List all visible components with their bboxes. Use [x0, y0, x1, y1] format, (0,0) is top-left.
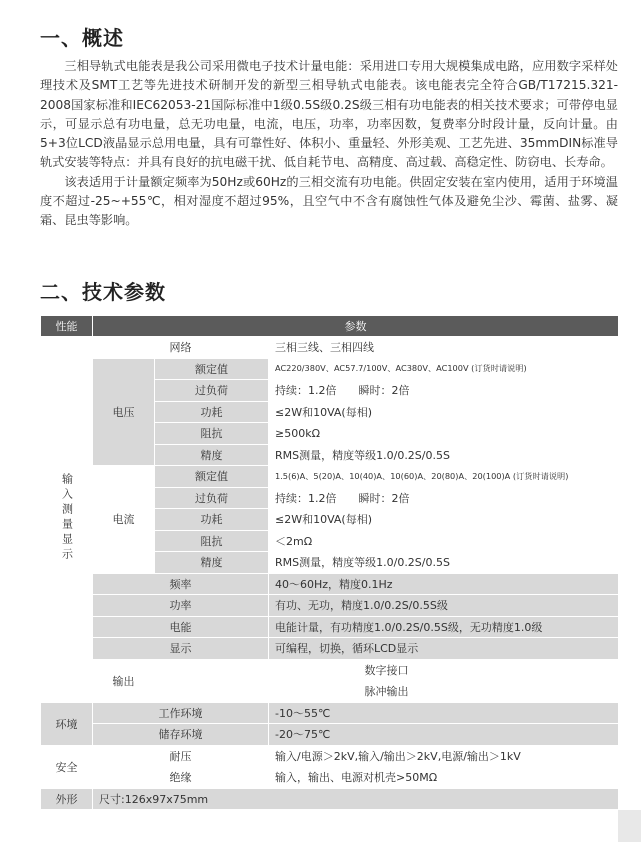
table-row: [41, 767, 619, 789]
group-input-measure-display: 输入测量显示: [41, 337, 93, 703]
current-rated-value: 1.5(6)A、5(20)A、10(40)A、10(60)A、20(80)A、20(100)A (订货时请说明): [269, 466, 619, 488]
current-impedance-label: 阻抗: [155, 530, 269, 552]
network-value: 三相三线、三相四线: [269, 337, 619, 359]
header-performance: 性能: [41, 316, 93, 337]
energy-label: 电能: [93, 616, 269, 638]
spec-table: [40, 315, 619, 810]
shape-label: 外形: [41, 788, 93, 810]
current-overload-value: 持续：1.2倍 瞬时：2倍: [269, 487, 619, 509]
table-row: [41, 724, 619, 746]
table-header-row: [41, 316, 619, 337]
voltage-overload-label: 过负荷: [155, 380, 269, 402]
insulation-value: 输入，输出、电源对机壳>50MΩ: [269, 767, 619, 789]
pulse-output-label: 脉冲输出: [155, 681, 619, 703]
table-row: [41, 616, 619, 638]
section-2-title: 二、技术参数: [40, 280, 166, 304]
table-row: [41, 745, 619, 767]
table-row: [41, 358, 619, 380]
power-value: 有功、无功，精度1.0/0.2S/0.5S级: [269, 595, 619, 617]
digital-interface-label: 数字接口: [155, 659, 619, 681]
voltage-overload-value: 持续：1.2倍 瞬时：2倍: [269, 380, 619, 402]
current-overload-label: 过负荷: [155, 487, 269, 509]
working-env-value: -10～55℃: [269, 702, 619, 724]
current-rated-label: 额定值: [155, 466, 269, 488]
page-corner-shade: [618, 810, 641, 842]
shape-value: 尺寸:126x97x75mm: [93, 788, 619, 810]
voltage-accuracy-value: RMS测量，精度等级1.0/0.2S/0.5S: [269, 444, 619, 466]
withstand-voltage-value: 输入/电源＞2kV,输入/输出＞2kV,电源/输出＞1kV: [269, 745, 619, 767]
frequency-label: 频率: [93, 573, 269, 595]
voltage-impedance-value: ≥500kΩ: [269, 423, 619, 445]
voltage-rated-label: 额定值: [155, 358, 269, 380]
voltage-power-label: 功耗: [155, 401, 269, 423]
overview-text: [40, 57, 618, 231]
storage-env-value: -20～75℃: [269, 724, 619, 746]
header-parameter: 参数: [93, 316, 619, 337]
table-row: [41, 595, 619, 617]
overview-paragraph-2: 该表适用于计量额定频率为50Hz或60Hz的三相交流有功电能。供固定安装在室内使用，适用于环境温度不超过-25~+55℃，相对湿度不超过95%，且空气中不含有腐蚀性气体及避免尘沙、霉菌、盐雾、凝霜、昆虫等影响。: [40, 174, 618, 228]
table-row: [41, 702, 619, 724]
insulation-label: 绝缘: [93, 767, 269, 789]
table-row: [41, 638, 619, 660]
voltage-group-label: 电压: [93, 358, 155, 466]
display-value: 可编程，切换，循环LCD显示: [269, 638, 619, 660]
withstand-voltage-label: 耐压: [93, 745, 269, 767]
voltage-accuracy-label: 精度: [155, 444, 269, 466]
voltage-power-value: ≤2W和10VA(每相): [269, 401, 619, 423]
working-env-label: 工作环境: [93, 702, 269, 724]
current-power-value: ≤2W和10VA(每相): [269, 509, 619, 531]
table-row: [41, 573, 619, 595]
storage-env-label: 储存环境: [93, 724, 269, 746]
voltage-impedance-label: 阻抗: [155, 423, 269, 445]
display-label: 显示: [93, 638, 269, 660]
current-accuracy-value: RMS测量，精度等级1.0/0.2S/0.5S: [269, 552, 619, 574]
section-1-title: 一、概述: [40, 26, 124, 50]
environment-group-label: 环境: [41, 702, 93, 745]
table-row: [41, 788, 619, 810]
frequency-value: 40～60Hz，精度0.1Hz: [269, 573, 619, 595]
table-row: [41, 337, 619, 359]
overview-paragraph-1: 三相导轨式电能表是我公司采用微电子技术计量电能：采用进口专用大规模集成电路，应用数字采样处理技术及SMT工艺等先进技术研制开发的新型三相导轨式电能表。该电能表完全符合GB/T17215.321-2008国家标准和IEC62053-21国际标准中1级0.5S级0.2S级三相有功电能表的相关技术要求；可带停电显示，可显示总有功电量，总无功电量，电流，电压，功率，功率因数，复费率分时段计量，反向计量。由5+3位LCD液晶显示总用电量，具有可靠性好、体积小、重量轻、外形美观、工艺先进、35mmDIN标准导轨式安装等特点：并具有良好的抗电磁干扰、低自耗节电、高精度、高过载、高稳定性、防窃电、长寿命。: [40, 59, 618, 170]
current-accuracy-label: 精度: [155, 552, 269, 574]
voltage-rated-value: AC220/380V、AC57.7/100V、AC380V、AC100V (订货时请说明): [269, 358, 619, 380]
network-label: 网络: [93, 337, 269, 359]
table-row: [41, 466, 619, 488]
current-group-label: 电流: [93, 466, 155, 574]
power-label: 功率: [93, 595, 269, 617]
current-impedance-value: ＜2mΩ: [269, 530, 619, 552]
table-row: [41, 659, 619, 681]
energy-value: 电能计量，有功精度1.0/0.2S/0.5S级，无功精度1.0级: [269, 616, 619, 638]
safety-group-label: 安全: [41, 745, 93, 788]
output-group-label: 输出: [93, 659, 155, 702]
current-power-label: 功耗: [155, 509, 269, 531]
